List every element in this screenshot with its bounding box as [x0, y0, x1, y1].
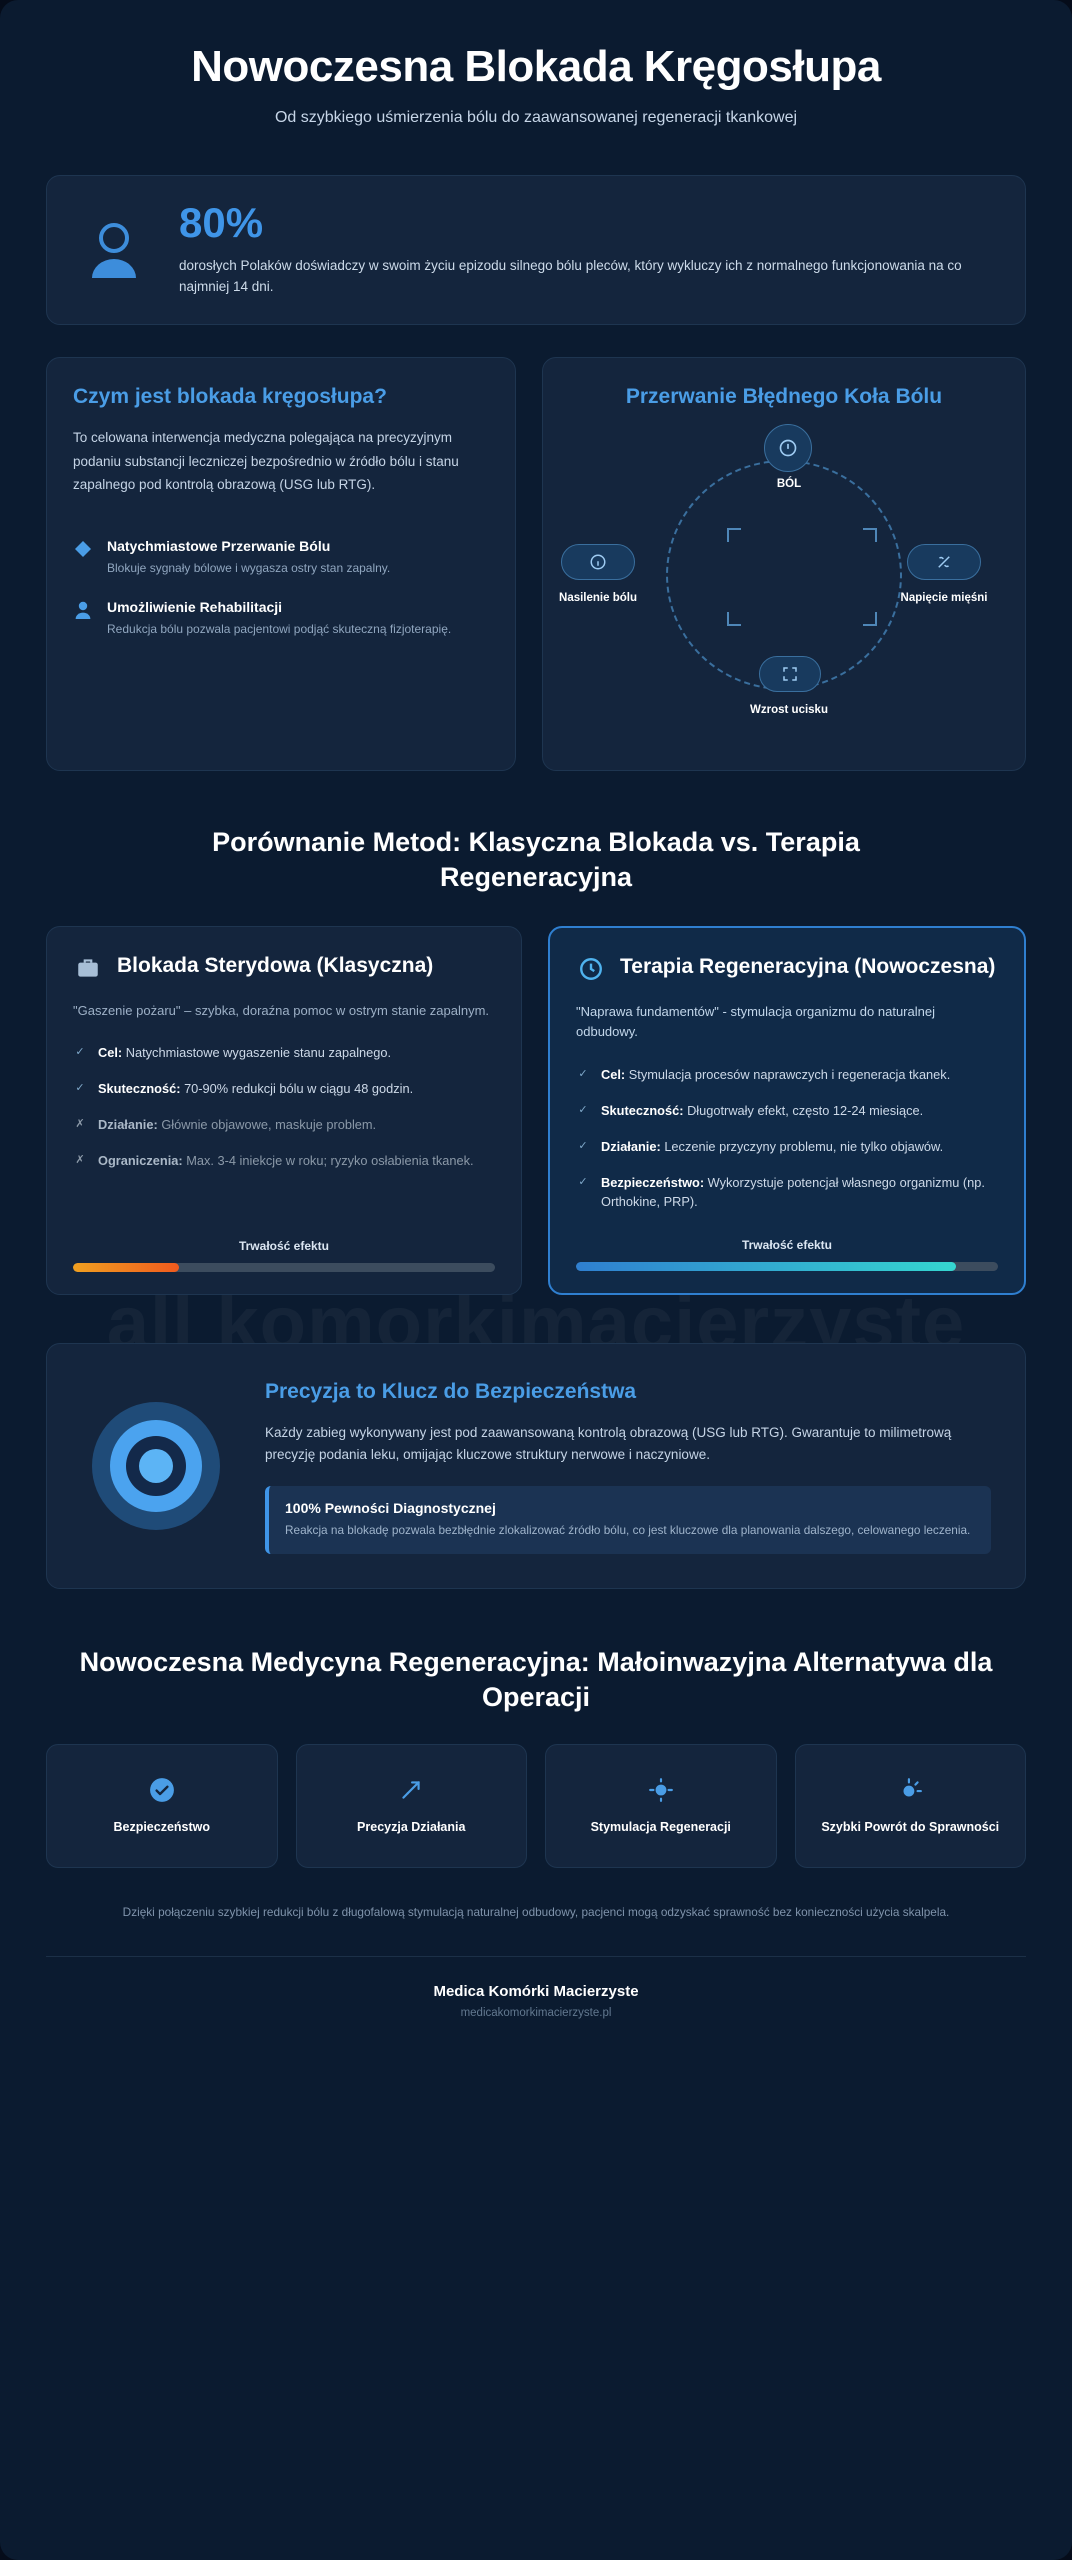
precision-title: Precyzja to Klucz do Bezpieczeństwa — [265, 1380, 637, 1404]
comparison-item — [576, 1101, 998, 1121]
comparison-item-label: Cel: — [601, 1067, 626, 1083]
feature-item — [73, 538, 489, 577]
benefit-card-regeneration — [545, 1744, 777, 1868]
closing-text: Dzięki połączeniu szybkiej redukcji bólu z długofalową stymulacją naturalnej odbudowy, pacjenci mogą odzyskać sprawność bez konieczności użycia skalpela. — [122, 1905, 950, 1920]
corner-mark — [863, 528, 877, 542]
statistic-card — [46, 175, 1026, 325]
benefit-label: Stymulacja Regeneracji — [590, 1820, 731, 1835]
check-icon: ✓ — [75, 1046, 85, 1059]
comparison-card-regenerative — [548, 926, 1026, 1296]
target-icon — [81, 1400, 231, 1532]
comparison-item — [73, 1115, 495, 1135]
comparison-item-text: Natychmiastowe wygaszenie stanu zapalnego. — [125, 1045, 392, 1061]
feature-title: Umożliwienie Rehabilitacji — [107, 599, 283, 616]
pain-cycle-card — [542, 357, 1026, 771]
feature-title: Natychmiastowe Przerwanie Bólu — [107, 538, 331, 555]
user-icon — [73, 600, 93, 620]
cycle-label-tension: Napięcie mięśni — [900, 592, 988, 605]
comparison-row — [46, 926, 1026, 1296]
comparison-item-label: Ograniczenia: — [98, 1152, 183, 1168]
comparison-item — [576, 1173, 998, 1213]
precision-body: Każdy zabieg wykonywany jest pod zaawansowaną kontrolą obrazową (USG lub RTG). Gwarantuje to milimetrową precyzję podania leku, omijając kluczowe struktury nerwowe i naczyniowe. — [265, 1424, 952, 1462]
comparison-title: Terapia Regeneracyjna (Nowoczesna) — [620, 954, 996, 978]
corner-mark — [727, 528, 741, 542]
benefit-card-recovery — [795, 1744, 1027, 1868]
cycle-node-pressure — [759, 656, 821, 692]
footer — [46, 1956, 1026, 2053]
comparison-item — [73, 1079, 495, 1099]
cycle-diagram — [559, 416, 999, 746]
durability-bar — [576, 1262, 998, 1271]
comparison-subtitle: "Gaszenie pożaru" – szybka, doraźna pomoc w ostrym stanie zapalnym. — [73, 1002, 490, 1018]
feature-desc: Redukcja bólu pozwala pacjentowi podjąć skuteczną fizjoterapię. — [107, 622, 452, 637]
cycle-title: Przerwanie Błędnego Koła Bólu — [625, 385, 943, 409]
cycle-node-intensify — [561, 544, 635, 580]
check-icon: ✓ — [578, 1068, 588, 1081]
comparison-item-text: Stymulacja procesów naprawczych i regeneracja tkanek. — [628, 1067, 951, 1083]
comparison-item-label: Bezpieczeństwo: — [601, 1174, 705, 1190]
definition-body: To celowana interwencja medyczna polegająca na precyzyjnym podaniu substancji leczniczej bezpośrednio w źródło bólu i stanu zapalnego pod kontrolą obrazową (USG lub RTG). — [73, 430, 459, 492]
definition-title: Czym jest blokada kręgosłupa? — [73, 385, 387, 409]
person-icon — [77, 213, 151, 287]
comparison-item-text: Leczenie przyczyny problemu, nie tylko objawów. — [664, 1138, 944, 1154]
durability-bar-fill — [73, 1263, 179, 1272]
check-icon: ✓ — [578, 1103, 588, 1116]
needle-icon — [398, 1777, 424, 1803]
comparison-item-text: Długotrwały efekt, często 12-24 miesiące. — [687, 1102, 924, 1118]
comparison-subtitle: "Naprawa fundamentów" - stymulacja organizmu do naturalnej odbudowy. — [576, 1003, 935, 1040]
benefits-grid — [46, 1744, 1026, 1868]
cross-icon: ✗ — [75, 1153, 85, 1166]
briefcase-icon — [73, 953, 103, 983]
corner-mark — [863, 612, 877, 626]
comparison-item-label: Cel: — [98, 1045, 123, 1061]
feature-desc: Blokuje sygnały bólowe i wygasza ostry stan zapalny. — [107, 561, 391, 576]
comparison-item-label: Działanie: — [601, 1138, 661, 1154]
statistic-value: 80% — [179, 199, 264, 247]
footer-brand: Medica Komórki Macierzyste — [433, 1983, 639, 2001]
check-icon: ✓ — [578, 1139, 588, 1152]
comparison-item — [73, 1043, 495, 1063]
page-subtitle: Od szybkiego uśmierzenia bólu do zaawansowanej regeneracji tkankowej — [274, 109, 798, 127]
footer-url[interactable]: medicakomorkimacierzyste.pl — [460, 2007, 612, 2020]
comparison-card-classic — [46, 926, 522, 1296]
comparison-item — [73, 1151, 495, 1171]
comparison-item-text: Max. 3-4 iniekcje w roku; ryzyko osłabienia tkanek. — [186, 1152, 474, 1168]
cycle-label-pain: BÓL — [776, 478, 802, 491]
precision-card — [46, 1343, 1026, 1589]
callout-text: Reakcja na blokadę pozwala bezbłędnie zlokalizować źródło bólu, co jest kluczowe dla planowania dalszego, celowanego leczenia. — [285, 1523, 971, 1538]
benefit-label: Bezpieczeństwo — [113, 1820, 211, 1835]
clock-icon — [576, 954, 606, 984]
comparison-title: Blokada Sterydowa (Klasyczna) — [117, 953, 434, 977]
cycle-label-pressure: Wzrost ucisku — [750, 704, 828, 717]
corner-mark — [727, 612, 741, 626]
benefit-card-precision — [296, 1744, 528, 1868]
feature-item — [73, 599, 489, 638]
spark-icon — [897, 1777, 923, 1803]
comparison-item-text: Głównie objawowe, maskuje problem. — [161, 1117, 377, 1132]
check-icon: ✓ — [75, 1082, 85, 1095]
cycle-label-intensify: Nasilenie bólu — [559, 592, 637, 605]
comparison-item-text: 70-90% redukcji bólu w ciągu 48 godzin. — [184, 1081, 414, 1097]
durability-bar — [73, 1263, 495, 1272]
cell-icon — [648, 1777, 674, 1803]
durability-bar-fill — [576, 1262, 956, 1271]
check-icon: ✓ — [578, 1175, 588, 1188]
comparison-item — [576, 1065, 998, 1085]
definition-card — [46, 357, 516, 771]
comparison-item — [576, 1137, 998, 1157]
check-circle-icon — [149, 1777, 175, 1803]
comparison-item-text: Wykorzystuje potencjał własnego organizmu (np. Orthokine, PRP). — [601, 1174, 985, 1210]
comparison-item-label: Skuteczność: — [601, 1102, 684, 1118]
durability-label: Trwałość efektu — [238, 1239, 330, 1254]
comparison-item-label: Skuteczność: — [98, 1081, 181, 1097]
comparison-section-title: Porównanie Metod: Klasyczna Blokada vs. Terapia Regeneracyjna — [212, 827, 860, 893]
benefit-label: Precyzja Działania — [357, 1820, 466, 1835]
hero-section — [46, 0, 1026, 127]
definition-feature-list — [73, 538, 489, 638]
cross-icon: ✗ — [75, 1118, 85, 1130]
callout-title: 100% Pewności Diagnostycznej — [285, 1500, 496, 1517]
precision-callout — [265, 1486, 991, 1554]
page-title: Nowoczesna Blokada Kręgosłupa — [191, 42, 881, 91]
comparison-item-label: Działanie: — [98, 1117, 158, 1132]
benefits-title: Nowoczesna Medycyna Regeneracyjna: Małoinwazyjna Alternatywa dla Operacji — [79, 1646, 993, 1713]
diamond-icon — [73, 539, 93, 559]
benefit-card-safety — [46, 1744, 278, 1868]
benefit-label: Szybki Powrót do Sprawności — [821, 1820, 1000, 1835]
statistic-description: dorosłych Polaków doświadczy w swoim życiu epizodu silnego bólu pleców, który wykluczy ich z normalnego funkcjonowania na co najmniej 14 dni. — [179, 258, 962, 295]
definition-and-cycle-row — [46, 357, 1026, 771]
cycle-node-tension — [907, 544, 981, 580]
durability-label: Trwałość efektu — [741, 1238, 833, 1253]
